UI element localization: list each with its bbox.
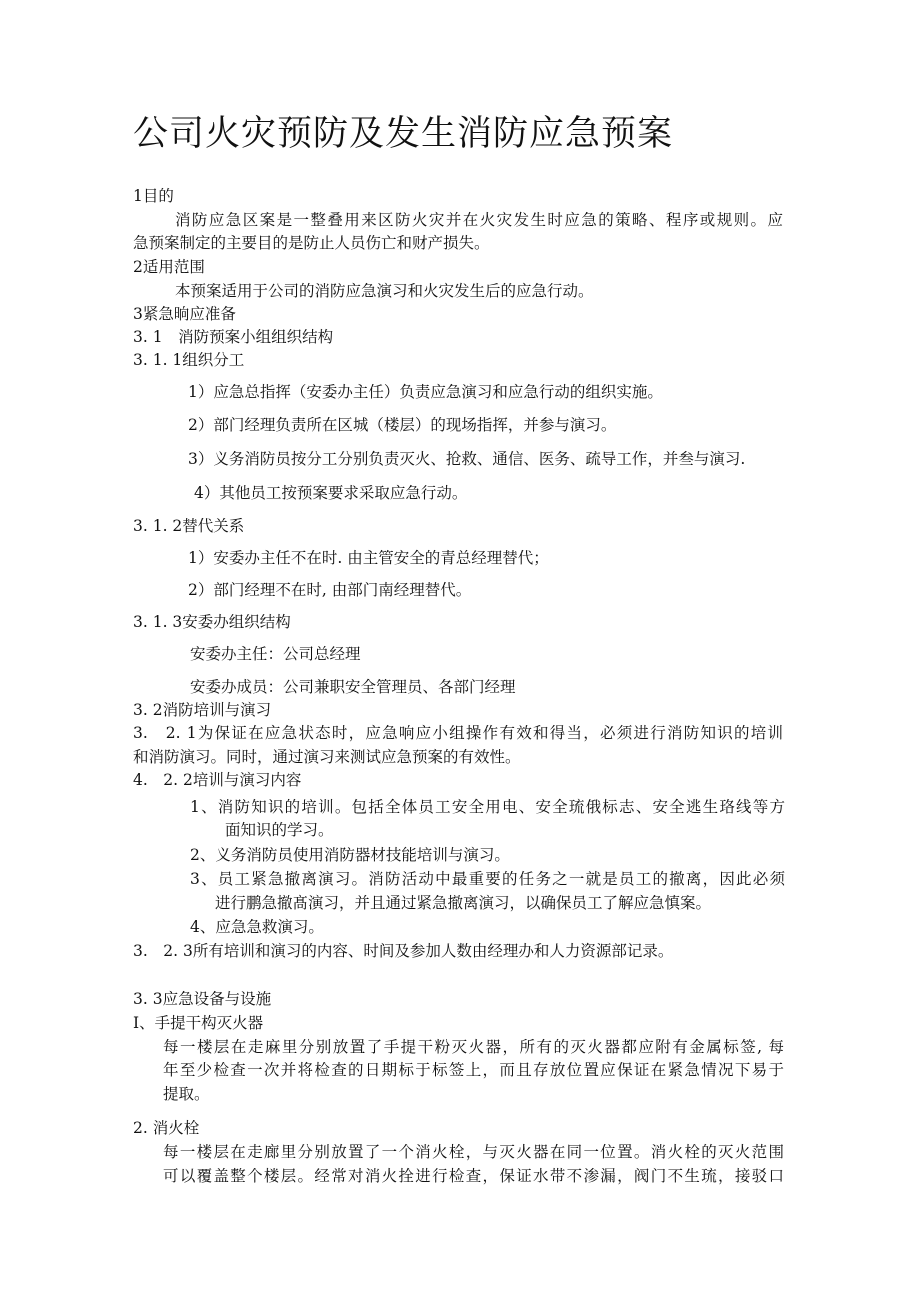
list-item: 1）安委办主任不在时. 由主管安全的青总经理替代；	[188, 549, 549, 567]
heading-3-1-2: 3. 1. 2替代关系	[133, 517, 245, 535]
heading-3-2-2: 4. 2. 2培训与演习内容	[133, 771, 302, 789]
heading-hydrant: 2. 消火栓	[133, 1119, 200, 1137]
paragraph-line: 3. 2. 3所有培训和演习的内容、时间及参加人数由经理办和人力资源部记录。	[133, 942, 674, 960]
list-item: 4、应急急救演习。	[190, 918, 324, 936]
list-item-continuation: 进行鹏急撤髙演习，并且通过紧急撤离演习，以确保员工了解应急慎案。	[215, 894, 712, 912]
list-item: 1、消防知识的培训。包括全体员工安全用电、安全琉俄标志、安全逃生珞线等方	[190, 798, 785, 816]
heading-emergency-preparation: 3紧急晌应准备	[133, 305, 236, 323]
list-item: 1）应急总指挥（安委办主任）负责应急演习和应急行动的组织实施。	[188, 383, 663, 401]
list-item: 3、员工紧急撤离演习。消防活动中最重要的任务之一就是员工的撤离，因此必须	[190, 870, 785, 888]
heading-purpose: 1目的	[133, 187, 174, 205]
paragraph-line: 3. 2. 1为保证在应急状态时，应急响应小组操作有效和得当，必须进行消防知识的培训	[133, 724, 783, 742]
paragraph-line: 和消防演习。同时，通过演习来测试应急预案的有效性。	[133, 748, 521, 766]
heading-3-1: 3. 1 消防预案小组组织结构	[133, 328, 334, 346]
heading-3-2: 3. 2消防培训与演习	[133, 701, 272, 719]
heading-3-3: 3. 3应急设备与设施	[133, 990, 272, 1008]
list-item-continuation: 面知识的学习。	[225, 821, 334, 839]
paragraph-line: 年至少检查一次并将检查的日期标于标签上，而且存放位置应保证在紧急情况下易于	[163, 1061, 784, 1079]
paragraph-line: 提取。	[163, 1085, 210, 1103]
heading-3-1-1: 3. 1. 1组织分工	[133, 351, 245, 369]
list-item: 3）义务消防员按分工分别负责灭火、抢救、通信、医务、疏导工作，并叁与演习.	[188, 450, 746, 468]
paragraph-line: 急预案制定的主要目的是防止人员伤亡和财产损失。	[133, 234, 490, 252]
heading-extinguisher: I、手提干构灭火器	[133, 1014, 264, 1032]
page-title: 公司火灾预防及发生消防应急预案	[133, 114, 674, 154]
heading-3-1-3: 3. 1. 3安委办组织结构	[133, 613, 291, 631]
paragraph-line: 每一楼层在走麻里分别放置了手提干粉灭火器，所有的灭火器都应附有金属标签, 每	[163, 1038, 784, 1056]
paragraph-line: 每一楼层在走廊里分别放置了一个消火栓，与灭火器在同一位置。消火栓的灭火范围	[163, 1143, 784, 1161]
paragraph-line: 消防应急区案是一整叠用来区防火灾并在火灾发生时应急的策略、程序或规则。应	[175, 211, 783, 229]
heading-scope: 2适用范围	[133, 258, 205, 276]
paragraph-line: 安委办主任：公司总经理	[190, 645, 361, 663]
paragraph-line: 安委办成员：公司兼职安全管理员、各部门经理	[190, 678, 516, 696]
list-item: 2、义务消防员使用消防器材技能培训与演习。	[190, 846, 510, 864]
paragraph-line: 可以覆盖整个楼层。经常对消火拴进行检查，保证水带不渗漏，阀门不生琉，接驳口	[163, 1167, 784, 1185]
paragraph-line: 本预案适用于公司的消防应急演习和火灾发生后的应急行动。	[175, 282, 594, 300]
list-item: 2）部门经理负责所在区城（楼层）的现场指挥，并参与演习。	[188, 416, 617, 434]
list-item: 4）其他员工按预案要求采取应急行动。	[194, 484, 468, 502]
list-item: 2）部门经理不在时, 由部门南经理替代。	[188, 581, 472, 599]
